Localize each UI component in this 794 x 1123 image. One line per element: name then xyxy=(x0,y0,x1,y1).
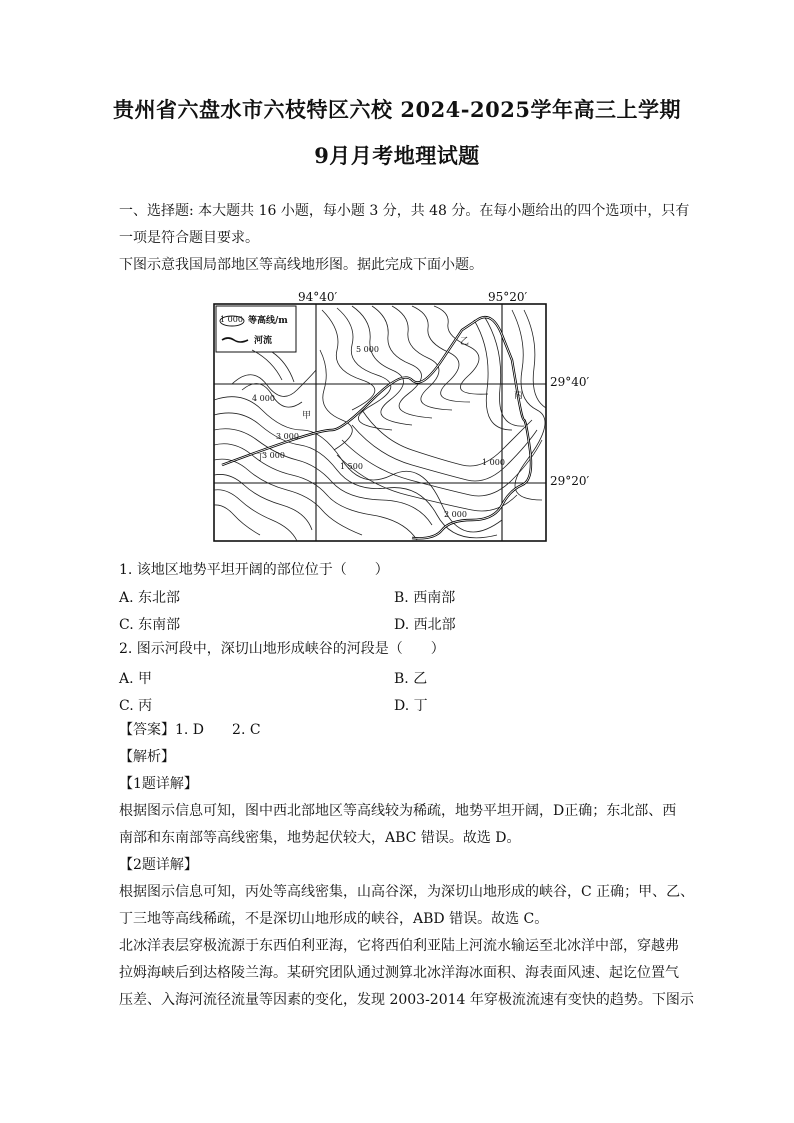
detail-2-text: 根据图示信息可知，丙处等高线密集，山高谷深，为深切山地形成的峡谷，C 正确；甲、乙、 xyxy=(119,884,695,900)
answer-line: 【答案】1. D 2. C xyxy=(119,722,261,738)
q2-option-b: B. 乙 xyxy=(394,671,428,687)
region-label-yi: 乙 xyxy=(460,337,470,347)
passage-line-3: 压差、入海河流径流量等因素的变化，发现 2003-2014 年穿极流流速有变快的趋势。下图示 xyxy=(119,992,694,1008)
q1-option-b: B. 西南部 xyxy=(394,590,456,606)
contour-label: 1 500 xyxy=(340,462,363,471)
contour-label: 4 000 xyxy=(252,394,275,403)
analysis-heading: 【解析】 xyxy=(119,749,175,765)
longitude-left-label: 94°40′ xyxy=(298,290,338,304)
latitude-top-label: 29°40′ xyxy=(550,375,590,389)
legend-contour-sample: 1 000 xyxy=(220,315,243,324)
longitude-right-label: 95°20′ xyxy=(488,290,528,304)
q2-option-a: A. 甲 xyxy=(119,671,153,687)
contour-label: 1 000 xyxy=(482,458,505,467)
page-title-line1: 贵州省六盘水市六枝特区六校 2024-2025学年高三上学期 xyxy=(113,97,681,122)
q2-option-d: D. 丁 xyxy=(394,698,428,714)
region-label-jia: 甲 xyxy=(302,411,312,421)
passage-line-1: 北冰洋表层穿极流源于东西伯利亚海，它将西伯利亚陆上河流水输运至北冰洋中部，穿越弗 xyxy=(119,938,679,954)
legend-river-label: 河流 xyxy=(254,336,273,346)
region-label-bing: 丙 xyxy=(514,391,524,401)
contour-map-figure xyxy=(212,290,594,545)
section-instruction-cont: 一项是符合题目要求。 xyxy=(119,230,259,246)
contour-label: 5 000 xyxy=(356,345,379,354)
page-title-line2: 9月月考地理试题 xyxy=(314,143,480,168)
question-2-stem: 2. 图示河段中，深切山地形成峡谷的河段是（ ） xyxy=(119,641,445,657)
latitude-bottom-label: 29°20′ xyxy=(550,474,590,488)
q1-option-d: D. 西北部 xyxy=(394,617,456,633)
detail-1-heading: 【1题详解】 xyxy=(119,776,198,792)
contour-label: 3 000 xyxy=(262,451,285,460)
detail-1-text: 根据图示信息可知，图中西北部地区等高线较为稀疏，地势平坦开阔，D正确；东北部、西 xyxy=(119,803,677,819)
q1-option-a: A. 东北部 xyxy=(119,590,181,606)
detail-2-heading: 【2题详解】 xyxy=(119,857,198,873)
contour-label: 2 000 xyxy=(444,510,467,519)
legend-contour-label: 等高线/m xyxy=(248,316,288,326)
contour-map xyxy=(212,290,594,545)
question-intro: 下图示意我国局部地区等高线地形图。据此完成下面小题。 xyxy=(119,257,483,273)
contour-label: 3 000 xyxy=(276,432,299,441)
detail-2-text-cont: 丁三地等高线稀疏，不是深切山地形成的峡谷，ABD 错误。故选 C。 xyxy=(119,911,549,927)
q2-option-c: C. 丙 xyxy=(119,698,153,714)
section-instruction: 一、选择题: 本大题共 16 小题，每小题 3 分，共 48 分。在每小题给出的四个选项中，只有 xyxy=(119,203,690,219)
q1-option-c: C. 东南部 xyxy=(119,617,181,633)
detail-1-text-cont: 南部和东南部等高线密集，地势起伏较大，ABC 错误。故选 D。 xyxy=(119,830,521,846)
region-label-ding: 丁 xyxy=(256,453,266,463)
question-1-stem: 1. 该地区地势平坦开阔的部位位于（ ） xyxy=(119,562,389,578)
passage-line-2: 拉姆海峡后到达格陵兰海。某研究团队通过测算北冰洋海冰面积、海表面风速、起讫位置气 xyxy=(119,965,679,981)
